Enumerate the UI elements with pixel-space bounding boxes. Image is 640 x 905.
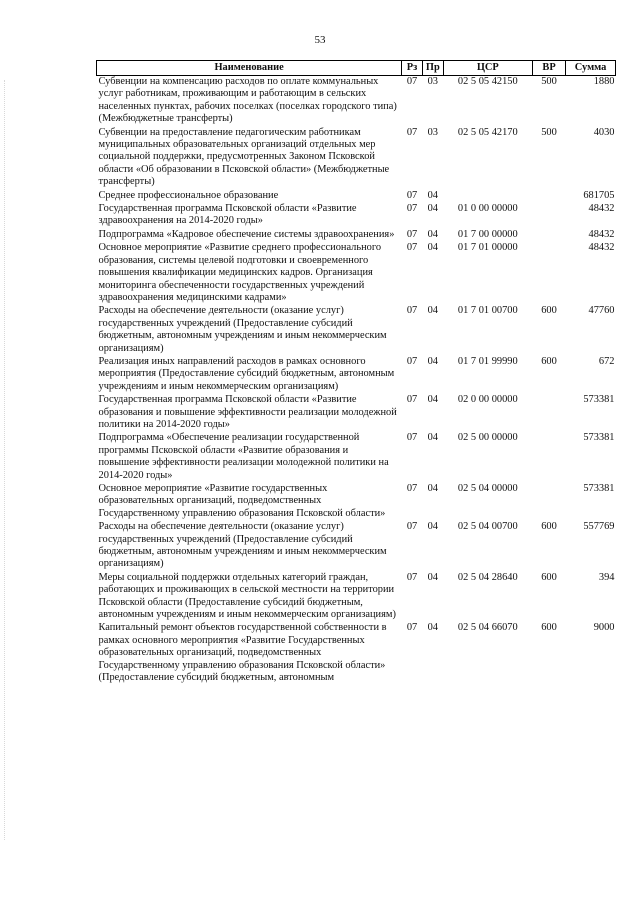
header-name: Наименование <box>97 61 402 76</box>
cell-name: Основное мероприятие «Развитие государственных образовательных организаций, подведомственных Государственному управлению образования Псковской области» <box>98 483 386 519</box>
cell-sum: 4030 <box>593 126 615 138</box>
table-header-row <box>97 61 616 76</box>
cell-csr: 02 5 05 42170 <box>457 126 518 138</box>
cell-rz: 07 <box>406 571 418 583</box>
cell-rz: 07 <box>406 228 418 240</box>
cell-name: Реализация иных направлений расходов в рамках основного мероприятия (Предоставление субсидий бюджетным, автономным учреждениям и иным некоммерческим организациям) <box>98 355 395 392</box>
table-row <box>97 229 616 242</box>
cell-vr: 500 <box>541 126 557 138</box>
cell-csr: 02 5 04 66070 <box>457 622 518 634</box>
cell-name: Меры социальной поддержки отдельных категорий граждан, работающих и проживающих в сельской местности на территории Псковской области (Предоставление субсидий бюджетным, автономным учреждениям и иным некоммерческим организациям) <box>98 571 396 621</box>
cell-rz: 07 <box>406 394 418 406</box>
header-vr: ВР <box>532 61 565 76</box>
cell-csr: 02 0 00 00000 <box>457 394 518 406</box>
cell-csr: 02 5 04 28640 <box>457 571 518 583</box>
cell-csr: 02 5 00 00000 <box>457 432 518 444</box>
cell-name: Капитальный ремонт объектов государственной собственности в рамках основного мероприятия «Развитие Государственных образовательных организаций, подведомственных Государственному управлению образования Псковской области» (Предоставление субсидий бюджетным, автономным <box>98 622 387 684</box>
cell-pr: 04 <box>427 355 438 367</box>
table-row <box>97 394 616 432</box>
cell-pr: 04 <box>427 521 438 533</box>
cell-csr: 02 5 04 00000 <box>457 483 518 494</box>
cell-vr <box>532 394 565 432</box>
page-number: 53 <box>314 34 326 46</box>
cell-name: Государственная программа Псковской области «Развитие здравоохранения на 2014-2020 годы» <box>98 203 357 227</box>
cell-vr <box>532 432 565 483</box>
cell-sum: 9000 <box>593 622 615 634</box>
cell-name: Государственная программа Псковской области «Развитие образования и повышение эффективности реализации молодежной политики на 2014-2020 годы» <box>98 394 397 430</box>
cell-sum: 1880 <box>593 76 615 87</box>
cell-name: Расходы на обеспечение деятельности (оказание услуг) государственных учреждений (Предоставление субсидий бюджетным, автономным учреждениям и иным некоммерческим организациям) <box>98 521 387 570</box>
cell-sum: 48432 <box>588 203 615 215</box>
cell-rz: 07 <box>406 76 418 87</box>
cell-rz: 07 <box>406 622 418 634</box>
cell-vr: 600 <box>541 571 557 583</box>
cell-sum: 573381 <box>583 394 615 406</box>
cell-rz: 07 <box>406 483 418 494</box>
table-row <box>97 622 616 685</box>
cell-vr: 500 <box>541 76 557 87</box>
cell-rz: 07 <box>406 432 418 444</box>
cell-sum: 47760 <box>588 305 615 317</box>
cell-rz: 07 <box>406 305 418 317</box>
cell-sum: 48432 <box>588 242 615 254</box>
cell-csr: 02 5 04 00700 <box>457 521 518 533</box>
header-pr: Пр <box>422 61 443 76</box>
cell-name: Подпрограмма «Обеспечение реализации государственной программы Псковской области «Развитие образования и повышение эффективности реализации молодежной политики на 2014-2020 годы» <box>98 432 389 481</box>
cell-rz: 07 <box>406 203 418 215</box>
table-row <box>97 242 616 305</box>
cell-pr: 03 <box>427 126 438 138</box>
table-row <box>97 432 616 483</box>
cell-pr: 04 <box>427 189 438 201</box>
cell-csr: 01 7 01 99990 <box>457 355 518 367</box>
table-row <box>97 572 616 623</box>
cell-name: Субвенции на компенсацию расходов по оплате коммунальных услуг работникам, проживающим и работающим в сельских населенных пунктах, рабочих поселках (поселках городского типа) (Межбюджетные трансферты) <box>98 76 397 125</box>
cell-vr: 600 <box>541 521 557 533</box>
header-sum: Сумма <box>566 61 616 76</box>
budget-table <box>96 60 616 686</box>
cell-name: Расходы на обеспечение деятельности (оказание услуг) государственных учреждений (Предоставление субсидий бюджетным, автономным учреждениям и иным некоммерческим организациям) <box>98 305 387 354</box>
cell-csr: 01 7 01 00700 <box>457 305 518 317</box>
cell-pr: 04 <box>427 432 438 444</box>
cell-rz: 07 <box>406 521 418 533</box>
cell-vr <box>532 203 565 229</box>
cell-csr <box>443 190 532 203</box>
cell-csr: 01 0 00 00000 <box>457 203 518 215</box>
cell-csr: 01 7 01 00000 <box>457 242 518 254</box>
scan-edge-mark <box>4 80 6 840</box>
header-csr: ЦСР <box>443 61 532 76</box>
cell-name: Среднее профессиональное образование <box>98 189 279 201</box>
cell-pr: 04 <box>427 305 438 317</box>
cell-name: Подпрограмма «Кадровое обеспечение системы здравоохранения» <box>98 228 395 240</box>
cell-rz: 07 <box>406 242 418 254</box>
cell-pr: 03 <box>427 76 438 87</box>
table-row <box>97 356 616 394</box>
table-row <box>97 483 616 521</box>
cell-rz: 07 <box>406 355 418 367</box>
cell-vr <box>532 190 565 203</box>
cell-vr <box>532 229 565 242</box>
table-body <box>97 76 616 686</box>
cell-rz: 07 <box>406 189 418 201</box>
header-rz: Рз <box>402 61 423 76</box>
cell-pr: 04 <box>427 203 438 215</box>
table-row <box>97 127 616 190</box>
cell-sum: 681705 <box>583 189 615 201</box>
cell-pr: 04 <box>427 571 438 583</box>
table-row <box>97 76 616 127</box>
cell-name: Субвенции на предоставление педагогическим работникам муниципальных образовательных организаций отдельных мер социальной поддержки, предусмотренных Законом Псковской области «Об образовании в Псковской области» (Межбюджетные трансферты) <box>98 126 390 188</box>
table-row <box>97 305 616 356</box>
table-row <box>97 521 616 572</box>
cell-sum: 573381 <box>583 483 615 494</box>
cell-sum: 672 <box>598 355 615 367</box>
cell-csr: 01 7 00 00000 <box>457 228 518 240</box>
cell-sum: 394 <box>598 571 615 583</box>
cell-pr: 04 <box>427 228 438 240</box>
cell-pr: 04 <box>427 394 438 406</box>
cell-sum: 48432 <box>588 228 615 240</box>
cell-vr <box>532 242 565 305</box>
cell-vr <box>532 483 565 521</box>
cell-sum: 557769 <box>583 521 615 533</box>
cell-name: Основное мероприятие «Развитие среднего профессионального образования, системы целевой подготовки и своевременного повышения квалификации медицинских кадров. Организация мониторинга обеспеченности государственных учреждений здравоохранения медицинскими кадрами» <box>98 242 382 303</box>
cell-pr: 04 <box>427 622 438 634</box>
cell-vr: 600 <box>541 355 557 367</box>
cell-csr: 02 5 05 42150 <box>457 76 518 87</box>
cell-sum: 573381 <box>583 432 615 444</box>
cell-pr: 04 <box>427 483 438 494</box>
cell-rz: 07 <box>406 126 418 138</box>
table-row <box>97 190 616 203</box>
cell-vr: 600 <box>541 305 557 317</box>
cell-vr: 600 <box>541 622 557 634</box>
table-row <box>97 203 616 229</box>
cell-pr: 04 <box>427 242 438 254</box>
